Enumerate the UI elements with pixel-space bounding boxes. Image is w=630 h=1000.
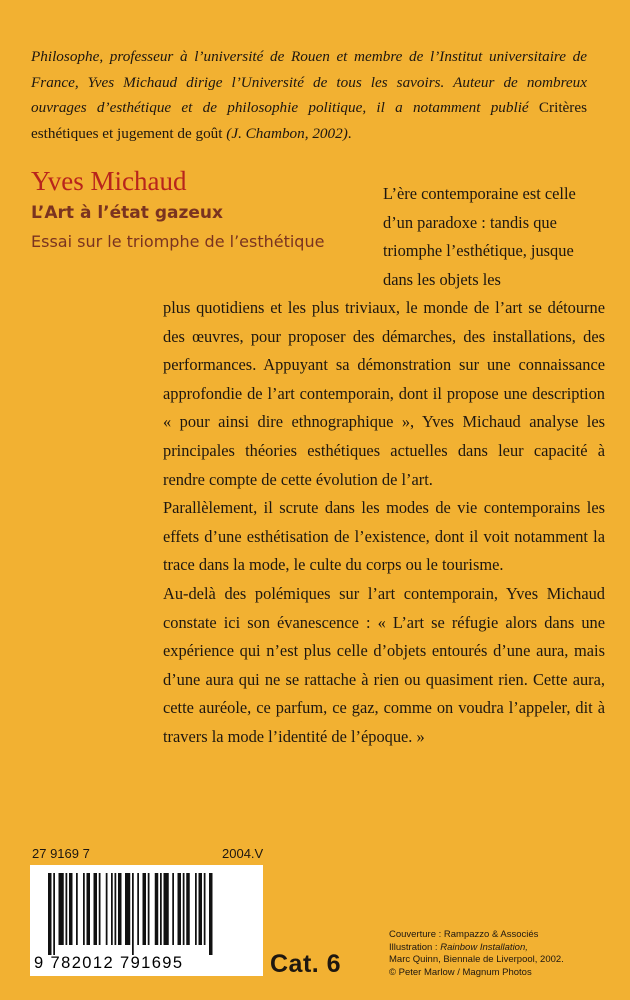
barcode-graphic [30,865,263,976]
barcode-bar [164,873,169,945]
barcode-bar [137,873,139,945]
barcode-bar [59,873,64,945]
barcode-bar [195,873,197,945]
author-name: Yves Michaud [31,166,187,196]
catalog-code: 27 9169 7 [32,846,90,861]
barcode-bar [204,873,206,945]
bio-book-title: Critères esthétiques et jugement de goût [31,99,587,142]
barcode-bar [83,873,85,945]
credit-artist: Marc Quinn, Biennale de Liverpool, 2002. [389,954,564,965]
blurb-intro-text: L’ère contemporaine est celle d’un paradoxe : tandis que triomphe l’esthétique, jusque dans les objets les [383,184,576,289]
credit-illustration [389,942,619,955]
barcode-bar [69,873,73,945]
blurb-paragraph-3: Au-delà des polémiques sur l’art contemporain, Yves Michaud constate ici son évanescence : « L’art se réfugie alors dans une expérience qui n’est plus celle d’objets entourés d’une aura, mais d’une aura qui ne se rattache à rien ou quasiment rien. Cette aura, cette auréole, ce parfum, ce gaz, comme on voudra l’appeler, dit à travers la mode l’identité de l’époque. » [163,583,605,746]
barcode-bar [118,873,122,945]
bio-period: . [347,124,352,142]
barcode-bar [111,873,113,945]
blurb-paragraph-1: plus quotidiens et les plus triviaux, le monde de l’art se détourne des œuvres, pour proposer des démarches, des installations, des performances. Appuyant sa démonstration sur une connaissance approfondie de l’art contemporain, dont il propose une description « pour ainsi dire ethnographique », Yves Michaud analyse les principales théories esthétiques actuelles dans leur capacité à rendre compte de cette évolution de l’art. [163,298,605,489]
barcode-bar [199,873,203,945]
barcode-bar [183,873,185,945]
barcode-bar [172,873,174,945]
blurb-body [163,294,605,752]
credit-photo: © Peter Marlow / Magnum Photos [389,966,532,978]
barcode-bar [209,873,213,955]
barcode-bar [115,873,117,945]
barcode-bar [106,873,108,945]
barcode-number: 9 782012 791695 [34,954,184,972]
bio-publisher: (J. Chambon, 2002) [226,124,348,142]
barcode-bar [160,873,162,945]
author-bio [31,44,587,146]
barcode-bar [48,873,52,955]
barcode-bar [66,873,68,945]
book-subtitle: Essai sur le triomphe de l’esthétique [31,232,325,251]
edition-code: 2004.V [222,846,264,861]
cover-credits [389,929,619,979]
barcode [30,865,263,976]
barcode-bar [125,873,130,945]
blurb-intro [383,180,605,294]
barcode-bar [148,873,150,945]
price-category: Cat. 6 [270,950,342,978]
barcode-bar [99,873,101,945]
credit-illustration-label: Illustration : [389,941,441,953]
book-title: L’Art à l’état gazeux [31,203,223,223]
barcode-bar [155,873,159,945]
blurb-paragraph-2: Parallèlement, il scrute dans les modes de vie contemporains les effets d’une esthétisation de l’existence, dont il voit notamment la trace dans la mode, le culte du corps ou le tourisme. [163,498,605,575]
barcode-bar [53,873,55,955]
credit-illustration-work: Rainbow Installation, [440,941,528,953]
barcode-bar [94,873,98,945]
barcode-bar [143,873,147,945]
barcode-bar [186,873,190,945]
bio-text: Philosophe, professeur à l’université de Rouen et membre de l’Institut universitaire de France, Yves Michaud dirige l’Université de tous les savoirs. Auteur de nombreux ouvrages d’esthétique et de philosophie politique, il a notamment publié [31,48,587,116]
barcode-bar [132,873,134,955]
barcode-bar [178,873,182,945]
barcode-bar [87,873,91,945]
credit-cover: Couverture : Rampazzo & Associés [389,929,539,940]
barcode-bar [76,873,78,945]
